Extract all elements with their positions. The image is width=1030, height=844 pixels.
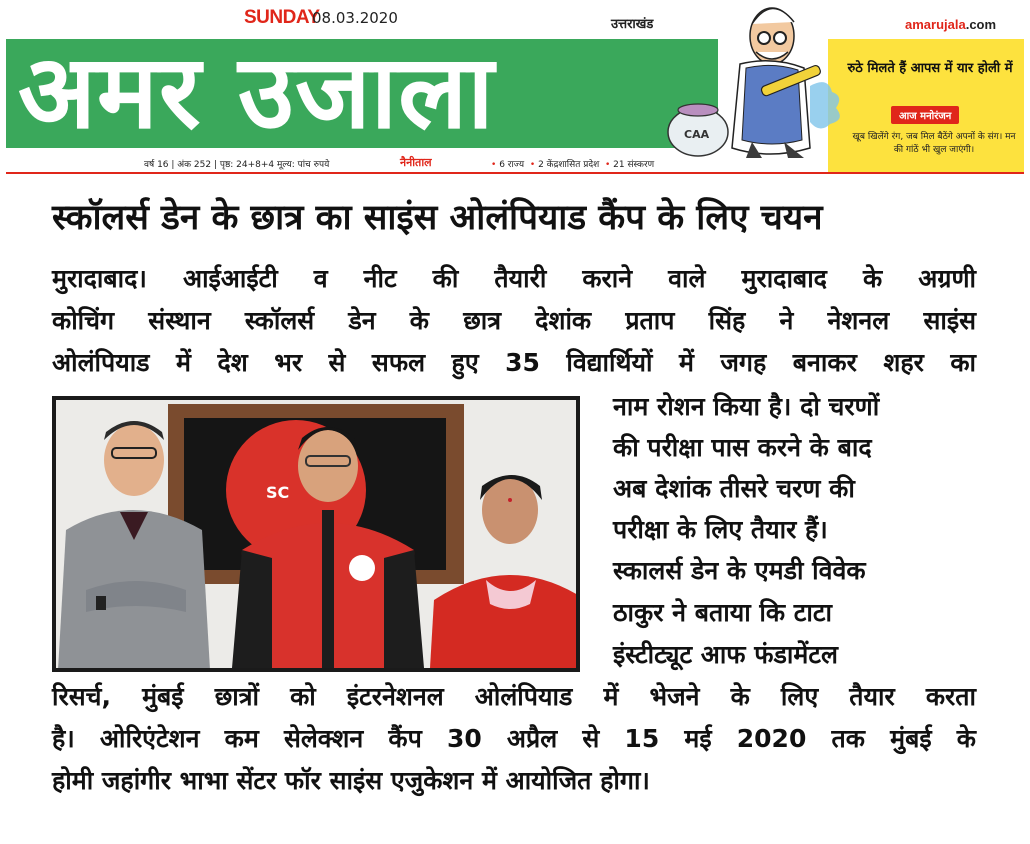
article-line: ठाकुर ने बताया कि टाटा: [613, 598, 832, 627]
promo-box: [828, 39, 1024, 173]
cartoon-illustration: [660, 2, 850, 168]
masthead-rule: [6, 172, 1024, 174]
edition-city: नैनीताल: [400, 156, 432, 169]
article-line: मुरादाबाद। आईआईटी व नीट की तैयारी कराने वाले मुरादाबाद के अग्रणी: [52, 264, 976, 293]
screen-text: SC: [266, 483, 290, 502]
site-link[interactable]: [905, 17, 996, 32]
region-label: उत्तराखंड: [611, 17, 654, 32]
article-headline: स्कॉलर्स डेन के छात्र का साइंस ओलंपियाड कैंप के लिए चयन: [52, 198, 823, 238]
site-name: amarujala: [905, 17, 966, 32]
edition-uts: 2 केंद्रशासित प्रदेश: [538, 160, 600, 170]
article-line: स्कालर्स डेन के एमडी विवेक: [613, 556, 866, 585]
site-tld: .com: [965, 17, 997, 32]
photo-frame: [56, 400, 576, 668]
promo-body: खूब खिलेंगे रंग, जब मिल बैठेंगे अपनों के संग। मन की गांठें भी खुल जाएंगी।: [852, 132, 1016, 155]
holi-cartoon: [660, 2, 850, 168]
day-label: SUNDAY: [244, 7, 320, 28]
issue-meta: वर्ष 16 | अंक 252 | पृष्ठ: 24+8+4 मूल्य: पांच रुपये: [144, 160, 330, 170]
edition-states: 6 राज्य: [499, 160, 525, 170]
masthead-banner: [6, 39, 718, 148]
article-line: ओलंपियाड में देश भर से सफल हुए 35 विद्यार्थियों में जगह बनाकर शहर का: [52, 348, 976, 377]
article-line: रिसर्च, मुंबई छात्रों को इंटरनेशनल ओलंपियाड में भेजने के लिए तैयार करता: [52, 682, 976, 711]
article-line-last: होमी जहांगीर भाभा सेंटर फॉर साइंस एजुकेशन में आयोजित होगा।: [52, 766, 650, 795]
article-photo: [52, 396, 580, 672]
edition-count: 21 संस्करण: [613, 160, 655, 170]
article-line: है। ओरिएंटेशन कम सेलेक्शन कैंप 30 अप्रैल से 15 मई 2020 तक मुंबई के: [52, 724, 976, 753]
promo-tag: आज मनोरंजन: [891, 106, 959, 124]
article-line: अब देशांक तीसरे चरण की: [613, 474, 855, 503]
article-line: इंस्टीट्यूट आफ फंडामेंटल: [613, 640, 838, 669]
edition-counts: • 6 राज्य • 2 केंद्रशासित प्रदेश • 21 संस्करण: [491, 160, 655, 170]
masthead-topline: [0, 0, 1030, 38]
article-line: कोचिंग संस्थान स्कॉलर्स डेन के छात्र देशांक प्रताप सिंह ने नेशनल साइंस: [52, 306, 976, 335]
pot-label: CAA: [684, 128, 710, 141]
date-label: 08.03.2020: [312, 9, 398, 27]
article-line: परीक्षा के लिए तैयार हैं।: [613, 515, 828, 544]
photo-illustration: [56, 400, 576, 668]
issue-meta-bar: [0, 153, 828, 171]
article-line: नाम रोशन किया है। दो चरणों: [613, 392, 880, 421]
article-line: की परीक्षा पास करने के बाद: [613, 433, 872, 462]
newspaper-logo: अमर उजाला: [18, 39, 495, 148]
promo-title: रुठे मिलते हैं आपस में यार होली में: [847, 61, 1013, 76]
